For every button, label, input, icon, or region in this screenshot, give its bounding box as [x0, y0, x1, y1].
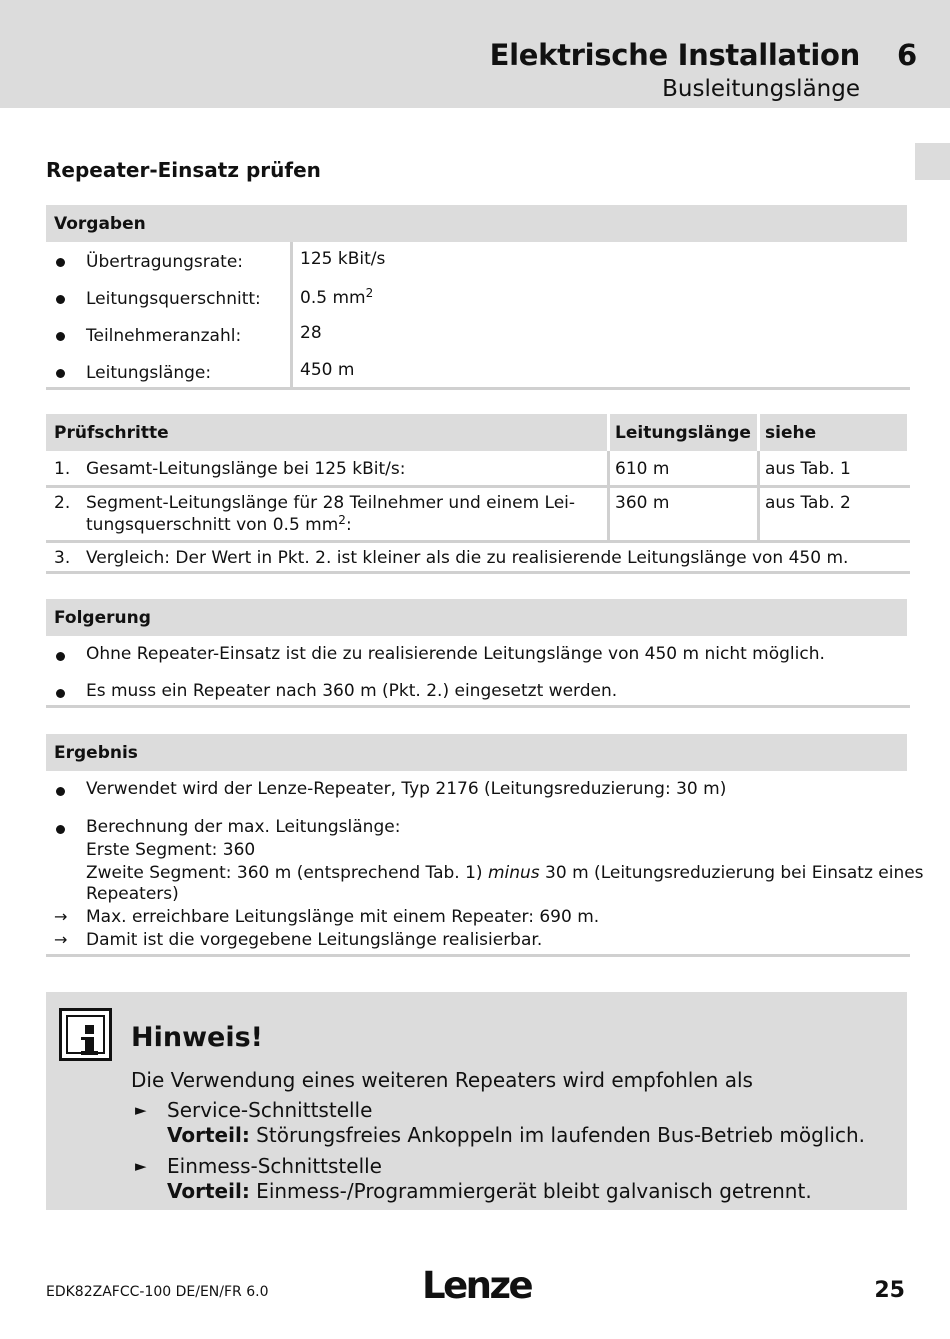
row-reference: aus Tab. 2 [765, 493, 851, 513]
triangle-bullet-icon: ► [135, 1157, 147, 1175]
divider [46, 705, 910, 708]
item-text: Repeaters) [86, 884, 179, 904]
ergebnis-heading: Ergebnis [46, 734, 907, 771]
divider [46, 387, 910, 390]
item-value: 125 kBit/s [300, 249, 386, 269]
row-number: 2. [54, 493, 71, 513]
hinweis-note [46, 992, 907, 1210]
row-reference: aus Tab. 1 [765, 459, 851, 479]
arrow-right-icon: → [54, 907, 68, 926]
column-header: siehe [760, 414, 907, 451]
note-item-advantage [167, 1179, 812, 1203]
chapter-tab-marker [915, 143, 950, 180]
vorgaben-block [46, 205, 907, 390]
bullet [56, 825, 65, 834]
item-text: Erste Segment: 360 [86, 840, 256, 860]
superscript: 2 [338, 513, 346, 527]
page-number: 25 [874, 1278, 905, 1303]
row-text-continued [86, 513, 352, 535]
folgerung-block [46, 599, 907, 711]
row-length: 360 m [615, 493, 670, 513]
item-value [300, 286, 373, 308]
item-label: Übertragungsrate: [86, 252, 244, 272]
advantage-text: Einmess-/Programmiergerät bleibt galvanisch getrennt. [249, 1179, 812, 1203]
divider [46, 571, 910, 574]
lenze-logo: Lenze [422, 1264, 532, 1307]
vorgaben-heading: Vorgaben [46, 205, 907, 242]
pruefschritte-table [46, 414, 907, 576]
item-value: 28 [300, 323, 322, 343]
section-heading: Repeater-Einsatz prüfen [46, 158, 321, 182]
note-item-name: Service-Schnittstelle [167, 1098, 373, 1122]
item-text: Damit ist die vorgegebene Leitungslänge realisierbar. [86, 930, 543, 950]
value-text: 0.5 mm [300, 288, 366, 308]
text-part: 30 m (Leitungsreduzierung bei Einsatz eines [539, 863, 924, 883]
bullet [56, 652, 65, 661]
advantage-label: Vorteil: [167, 1179, 250, 1203]
item-label: Leitungslänge: [86, 363, 212, 383]
row-text: Gesamt-Leitungslänge bei 125 kBit/s: [86, 459, 406, 479]
column-divider [290, 242, 293, 388]
column-header: Prüfschritte [46, 414, 607, 451]
bullet [56, 258, 65, 267]
advantage-text: Störungsfreies Ankoppeln im laufenden Bus-Betrieb möglich. [249, 1123, 865, 1147]
page-subtitle: Busleitungslänge [662, 76, 860, 102]
chapter-number: 6 [897, 38, 918, 72]
note-title: Hinweis! [131, 1022, 263, 1053]
item-text [86, 863, 924, 883]
item-text: Ohne Repeater-Einsatz ist die zu realisierende Leitungslänge von 450 m nicht möglich. [86, 644, 825, 664]
column-divider [607, 451, 610, 541]
bullet [56, 332, 65, 341]
divider [46, 540, 910, 543]
bullet [56, 689, 65, 698]
bullet [56, 787, 65, 796]
item-label: Leitungsquerschnitt: [86, 289, 261, 309]
folgerung-heading: Folgerung [46, 599, 907, 636]
note-item-name: Einmess-Schnittstelle [167, 1154, 382, 1178]
emphasis: minus [487, 863, 540, 883]
divider [46, 954, 910, 957]
row-text: Vergleich: Der Wert in Pkt. 2. ist kleiner als die zu realisierende Leitungslänge von 450 m. [86, 548, 849, 568]
bullet [56, 295, 65, 304]
advantage-label: Vorteil: [167, 1123, 250, 1147]
note-intro: Die Verwendung eines weiteren Repeaters wird empfohlen als [131, 1068, 753, 1092]
ergebnis-block [46, 734, 924, 960]
item-text: Max. erreichbare Leitungslänge mit einem Repeater: 690 m. [86, 907, 600, 927]
info-icon-base [81, 1051, 98, 1055]
item-text: Berechnung der max. Leitungslänge: [86, 817, 401, 837]
note-item-advantage [167, 1123, 865, 1147]
document-id: EDK82ZAFCC-100 DE/EN/FR 6.0 [46, 1284, 269, 1300]
row-number: 1. [54, 459, 71, 479]
item-value: 450 m [300, 360, 355, 380]
item-text: Verwendet wird der Lenze-Repeater, Typ 2176 (Leitungsreduzierung: 30 m) [86, 779, 727, 799]
info-icon-frame [66, 1015, 105, 1054]
info-icon [59, 1008, 112, 1061]
bullet [56, 369, 65, 378]
column-divider [757, 451, 760, 541]
text-part: Zweite Segment: 360 m (entsprechend Tab. 1) [86, 863, 488, 883]
row-number: 3. [54, 548, 71, 568]
item-label: Teilnehmeranzahl: [86, 326, 242, 346]
page-title: Elektrische Installation [489, 38, 860, 72]
column-header: Leitungslänge [610, 414, 757, 451]
text-part: tungsquerschnitt von 0.5 mm [86, 515, 339, 535]
item-text: Es muss ein Repeater nach 360 m (Pkt. 2.) eingesetzt werden. [86, 681, 618, 701]
info-icon-dot [85, 1025, 94, 1034]
row-text: Segment-Leitungslänge für 28 Teilnehmer und einem Lei- [86, 493, 576, 513]
triangle-bullet-icon: ► [135, 1101, 147, 1119]
arrow-right-icon: → [54, 930, 68, 949]
divider [46, 485, 910, 488]
text-part: : [345, 515, 352, 535]
superscript: 2 [365, 286, 374, 300]
row-length: 610 m [615, 459, 670, 479]
